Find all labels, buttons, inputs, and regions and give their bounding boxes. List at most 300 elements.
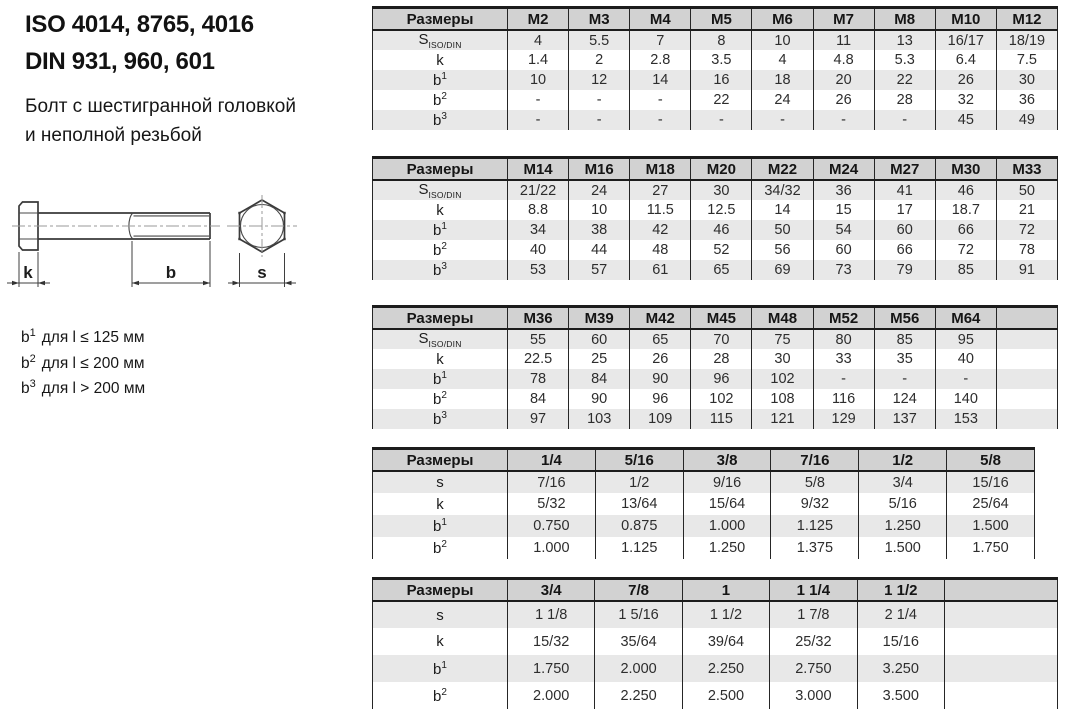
table-cell: 121	[752, 409, 813, 429]
table-col-header: M3	[569, 8, 630, 31]
note-text: для l > 200 мм	[41, 380, 146, 398]
row-label-text: b	[433, 222, 442, 239]
table-empty-cell	[945, 628, 1058, 655]
table-cell: 9/32	[771, 493, 859, 515]
table-cell: 7	[630, 30, 691, 50]
table-row-label	[373, 628, 508, 655]
table-cell: 25/32	[770, 628, 857, 655]
table-cell: 1 7/8	[770, 601, 857, 628]
table-row	[373, 30, 1058, 50]
row-label-superscript: 1	[441, 370, 447, 381]
table-empty-cell	[996, 389, 1057, 409]
table-cell: 13	[874, 30, 935, 50]
table-cell: 15	[813, 200, 874, 220]
table-cell: 5/32	[508, 493, 596, 515]
table-col-header: M33	[996, 158, 1057, 181]
table-cell: 78	[508, 369, 569, 389]
table-col-header: M48	[752, 307, 813, 330]
table-cell: 22.5	[508, 349, 569, 369]
table-row-label	[373, 349, 508, 369]
row-label-text: b	[433, 371, 442, 388]
table-cell: 85	[935, 260, 996, 280]
table-cell: 6.4	[935, 50, 996, 70]
table-cell: -	[813, 369, 874, 389]
table-empty-cell	[945, 655, 1058, 682]
table-cell: 116	[813, 389, 874, 409]
table-col-header: 7/16	[771, 449, 859, 472]
table-cell: 79	[874, 260, 935, 280]
table-row	[373, 682, 1058, 709]
table-row	[373, 220, 1058, 240]
table-cell: 65	[691, 260, 752, 280]
table-cell: 55	[508, 329, 569, 349]
table-inch-quarter-to-five-eighths	[372, 447, 1035, 559]
table-row	[373, 655, 1058, 682]
table-cell: 11	[813, 30, 874, 50]
table-cell: 33	[813, 349, 874, 369]
table-cell: 2.250	[682, 655, 769, 682]
table-cell: 91	[996, 260, 1057, 280]
table-cell: 26	[630, 349, 691, 369]
table-cell: 5.5	[569, 30, 630, 50]
table-cell: -	[874, 110, 935, 130]
table-cell: 26	[813, 90, 874, 110]
note-sup: 3	[29, 378, 36, 391]
table-header-row	[373, 579, 1058, 602]
table-cell: 28	[691, 349, 752, 369]
table-empty-header	[945, 579, 1058, 602]
table-col-header: M4	[630, 8, 691, 31]
table-cell: 16	[691, 70, 752, 90]
table-row-label	[373, 240, 508, 260]
row-label-superscript: 2	[441, 91, 447, 102]
table-corner-header: Размеры	[373, 158, 508, 181]
row-label-text: k	[436, 51, 444, 69]
table-cell: 1 1/8	[508, 601, 595, 628]
table-cell: 115	[691, 409, 752, 429]
table-row	[373, 471, 1035, 493]
table-empty-cell	[996, 369, 1057, 389]
table-cell: 97	[508, 409, 569, 429]
dimensions-table	[372, 305, 1058, 429]
table-col-header: M16	[569, 158, 630, 181]
table-col-header: 5/16	[595, 449, 683, 472]
table-row-label	[373, 220, 508, 240]
table-cell: -	[630, 90, 691, 110]
table-cell: 153	[935, 409, 996, 429]
table-row	[373, 180, 1058, 200]
arrowhead	[132, 281, 139, 286]
table-metric-m36-m64	[372, 305, 1058, 429]
table-cell: 1 5/16	[595, 601, 682, 628]
table-cell: 8	[691, 30, 752, 50]
table-col-header: M30	[935, 158, 996, 181]
table-col-header: M24	[813, 158, 874, 181]
table-cell: 1.750	[947, 537, 1035, 559]
note-sup: 2	[29, 352, 36, 365]
table-cell: 2.500	[682, 682, 769, 709]
table-col-header: M7	[813, 8, 874, 31]
table-col-header: M56	[874, 307, 935, 330]
table-cell: 12.5	[691, 200, 752, 220]
row-label-superscript: 1	[441, 71, 447, 82]
table-cell: 30	[996, 70, 1057, 90]
table-empty-cell	[945, 601, 1058, 628]
table-cell: 1.250	[859, 515, 947, 537]
row-label-text: S	[418, 330, 429, 347]
table-cell: 66	[874, 240, 935, 260]
dimensions-table	[372, 447, 1035, 559]
table-cell: 96	[691, 369, 752, 389]
table-cell: 96	[630, 389, 691, 409]
table-row-label	[373, 471, 508, 493]
table-cell: 52	[691, 240, 752, 260]
row-label-text: b	[433, 112, 442, 129]
table-row	[373, 260, 1058, 280]
table-cell: 102	[752, 369, 813, 389]
note-b1	[21, 323, 145, 349]
table-col-header: M45	[691, 307, 752, 330]
table-row	[373, 493, 1035, 515]
table-cell: 2.750	[770, 655, 857, 682]
arrowhead	[12, 281, 19, 286]
table-cell: 69	[752, 260, 813, 280]
table-cell: -	[935, 369, 996, 389]
note-sup: 1	[29, 327, 36, 339]
table-col-header: M10	[935, 8, 996, 31]
table-cell: 103	[569, 409, 630, 429]
note-base: b	[21, 380, 30, 398]
table-cell: 2 1/4	[857, 601, 944, 628]
table-cell: 17	[874, 200, 935, 220]
row-label-text: b	[433, 391, 442, 408]
table-cell: 26	[935, 70, 996, 90]
table-col-header: 3/4	[508, 579, 595, 602]
table-cell: 10	[752, 30, 813, 50]
table-cell: 54	[813, 220, 874, 240]
row-label-subscript: ISO/DIN	[428, 40, 462, 50]
table-col-header: M64	[935, 307, 996, 330]
dimensions-table	[372, 156, 1058, 280]
table-cell: -	[569, 90, 630, 110]
iso-standards-line: ISO 4014, 8765, 4016	[25, 11, 254, 38]
table-cell: 1.500	[859, 537, 947, 559]
table-cell: 57	[569, 260, 630, 280]
table-cell: 16/17	[935, 30, 996, 50]
table-col-header: M6	[752, 8, 813, 31]
table-cell: 5.3	[874, 50, 935, 70]
table-row	[373, 90, 1058, 110]
table-cell: 1.500	[947, 515, 1035, 537]
table-cell: 21	[996, 200, 1057, 220]
table-cell: 15/64	[683, 493, 771, 515]
table-row	[373, 50, 1058, 70]
table-corner-header: Размеры	[373, 8, 508, 31]
table-row	[373, 70, 1058, 90]
table-empty-cell	[945, 682, 1058, 709]
row-label-text: b	[433, 72, 442, 89]
table-cell: 12	[569, 70, 630, 90]
table-cell: 60	[874, 220, 935, 240]
table-header-row	[373, 307, 1058, 330]
table-row-label	[373, 369, 508, 389]
table-cell: 2	[569, 50, 630, 70]
table-cell: 53	[508, 260, 569, 280]
table-cell: 60	[569, 329, 630, 349]
table-cell: 78	[996, 240, 1057, 260]
table-cell: 80	[813, 329, 874, 349]
table-cell: 18	[752, 70, 813, 90]
table-row-label	[373, 110, 508, 130]
table-cell: 1 1/2	[682, 601, 769, 628]
row-label-superscript: 2	[441, 539, 447, 550]
table-cell: 0.875	[595, 515, 683, 537]
table-row-label	[373, 537, 508, 559]
table-row	[373, 110, 1058, 130]
table-row-label	[373, 655, 508, 682]
table-col-header: 1 1/2	[857, 579, 944, 602]
row-label-superscript: 1	[441, 659, 447, 671]
table-cell: 41	[874, 180, 935, 200]
table-cell: 27	[630, 180, 691, 200]
table-cell: 73	[813, 260, 874, 280]
dim-label-b: b	[165, 263, 177, 282]
table-col-header: M5	[691, 8, 752, 31]
table-cell: 4.8	[813, 50, 874, 70]
row-label-text: b	[433, 411, 442, 428]
dimension-k	[7, 252, 50, 287]
dimension-b	[132, 241, 210, 287]
table-cell: 13/64	[595, 493, 683, 515]
table-cell: 5/16	[859, 493, 947, 515]
table-corner-header: Размеры	[373, 579, 508, 602]
table-cell: 22	[691, 90, 752, 110]
table-col-header: M36	[508, 307, 569, 330]
table-row	[373, 515, 1035, 537]
table-cell: 38	[569, 220, 630, 240]
table-cell: 85	[874, 329, 935, 349]
table-row-label	[373, 329, 508, 349]
table-row-label	[373, 90, 508, 110]
table-col-header: 1 1/4	[770, 579, 857, 602]
table-row-label	[373, 682, 508, 709]
table-cell: 18/19	[996, 30, 1057, 50]
table-cell: 124	[874, 389, 935, 409]
table-cell: 1.250	[683, 537, 771, 559]
table-cell: 102	[691, 389, 752, 409]
table-cell: 21/22	[508, 180, 569, 200]
row-label-text: b	[433, 660, 442, 678]
table-empty-cell	[996, 409, 1057, 429]
row-label-superscript: 3	[441, 111, 447, 122]
table-cell: 3.000	[770, 682, 857, 709]
table-row	[373, 389, 1058, 409]
table-col-header: M20	[691, 158, 752, 181]
table-cell: 108	[752, 389, 813, 409]
table-cell: 40	[935, 349, 996, 369]
thread-length-notes	[21, 323, 145, 400]
table-cell: 50	[752, 220, 813, 240]
table-cell: -	[508, 110, 569, 130]
table-cell: 7/16	[508, 471, 596, 493]
row-label-text: b	[433, 540, 442, 557]
table-cell: 65	[630, 329, 691, 349]
table-row	[373, 349, 1058, 369]
dimension-s	[228, 253, 296, 287]
din-standards-line: DIN 931, 960, 601	[25, 48, 215, 75]
table-row	[373, 200, 1058, 220]
table-cell: 109	[630, 409, 691, 429]
table-row	[373, 537, 1035, 559]
table-cell: -	[630, 110, 691, 130]
dimensions-table	[372, 577, 1058, 709]
table-cell: -	[569, 110, 630, 130]
table-col-header: M2	[508, 8, 569, 31]
table-empty-cell	[996, 349, 1057, 369]
row-label-superscript: 1	[441, 517, 447, 528]
table-cell: 72	[935, 240, 996, 260]
table-cell: 15/16	[857, 628, 944, 655]
table-col-header: M42	[630, 307, 691, 330]
row-label-text: k	[436, 350, 444, 368]
row-label-text: b	[433, 242, 442, 259]
row-label-text: k	[436, 633, 444, 650]
table-cell: 0.750	[508, 515, 596, 537]
note-base: b	[21, 329, 30, 347]
table-row	[373, 240, 1058, 260]
row-label-superscript: 3	[441, 410, 447, 421]
table-row-label	[373, 389, 508, 409]
row-label-text: S	[418, 181, 429, 198]
bolt-side-view	[12, 202, 220, 250]
table-header-row	[373, 158, 1058, 181]
table-row-label	[373, 515, 508, 537]
table-row	[373, 601, 1058, 628]
table-cell: 72	[996, 220, 1057, 240]
table-row	[373, 628, 1058, 655]
table-cell: 70	[691, 329, 752, 349]
dim-label-s: s	[257, 263, 267, 282]
table-cell: 44	[569, 240, 630, 260]
table-corner-header: Размеры	[373, 449, 508, 472]
table-row-label	[373, 200, 508, 220]
table-metric-m14-m33	[372, 156, 1058, 280]
table-row-label	[373, 493, 508, 515]
table-cell: -	[813, 110, 874, 130]
table-cell: 60	[813, 240, 874, 260]
table-col-header: M22	[752, 158, 813, 181]
row-label-superscript: 2	[441, 686, 447, 698]
row-label-text: s	[436, 606, 444, 624]
table-cell: 18.7	[935, 200, 996, 220]
table-cell: 66	[935, 220, 996, 240]
table-col-header: 3/8	[683, 449, 771, 472]
table-cell: 36	[813, 180, 874, 200]
table-cell: 28	[874, 90, 935, 110]
table-cell: 46	[691, 220, 752, 240]
bolt-technical-drawing	[0, 190, 330, 300]
table-inch-three-quarters-to-one-and-half	[372, 577, 1058, 709]
table-cell: 1.125	[771, 515, 859, 537]
row-label-text: b	[433, 262, 442, 279]
table-cell: -	[874, 369, 935, 389]
table-cell: 84	[569, 369, 630, 389]
table-empty-cell	[996, 329, 1057, 349]
row-label-text: s	[436, 474, 444, 491]
table-cell: 34/32	[752, 180, 813, 200]
note-text: для l ≤ 125 мм	[41, 329, 145, 347]
table-col-header: M12	[996, 8, 1057, 31]
table-cell: 84	[508, 389, 569, 409]
table-cell: 61	[630, 260, 691, 280]
table-cell: 10	[508, 70, 569, 90]
table-cell: 5/8	[771, 471, 859, 493]
table-cell: 36	[996, 90, 1057, 110]
product-name	[25, 92, 296, 150]
table-cell: 11.5	[630, 200, 691, 220]
table-col-header: M8	[874, 8, 935, 31]
row-label-superscript: 2	[441, 390, 447, 401]
table-cell: 137	[874, 409, 935, 429]
table-cell: 75	[752, 329, 813, 349]
table-cell: 50	[996, 180, 1057, 200]
arrowhead	[285, 281, 292, 286]
table-cell: 1.000	[683, 515, 771, 537]
row-label-text: S	[418, 31, 429, 48]
row-label-text: k	[436, 495, 444, 513]
standards-title	[25, 6, 254, 80]
table-cell: -	[508, 90, 569, 110]
table-col-header: 7/8	[595, 579, 682, 602]
table-col-header: M27	[874, 158, 935, 181]
table-cell: 24	[752, 90, 813, 110]
dim-label-k: k	[23, 263, 33, 282]
table-cell: 1.375	[771, 537, 859, 559]
table-cell: 14	[630, 70, 691, 90]
table-cell: 24	[569, 180, 630, 200]
product-name-line2: и неполной резьбой	[25, 125, 202, 146]
table-cell: 4	[508, 30, 569, 50]
table-cell: -	[691, 110, 752, 130]
row-label-subscript: ISO/DIN	[428, 190, 462, 200]
table-cell: 2.250	[595, 682, 682, 709]
table-cell: 20	[813, 70, 874, 90]
table-header-row	[373, 8, 1058, 31]
table-cell: 1.4	[508, 50, 569, 70]
table-cell: 22	[874, 70, 935, 90]
arrowhead	[203, 281, 210, 286]
table-col-header: M52	[813, 307, 874, 330]
table-cell: 45	[935, 110, 996, 130]
table-col-header: 1/4	[508, 449, 596, 472]
table-row-label	[373, 50, 508, 70]
table-cell: 8.8	[508, 200, 569, 220]
product-name-line1: Болт с шестигранной головкой	[25, 96, 296, 117]
row-label-text: b	[433, 518, 442, 535]
table-cell: 25	[569, 349, 630, 369]
table-row	[373, 329, 1058, 349]
table-cell: 30	[691, 180, 752, 200]
table-cell: 15/16	[947, 471, 1035, 493]
table-cell: 9/16	[683, 471, 771, 493]
table-header-row	[373, 449, 1035, 472]
table-cell: 1.125	[595, 537, 683, 559]
table-col-header: M18	[630, 158, 691, 181]
table-cell: -	[752, 110, 813, 130]
table-corner-header: Размеры	[373, 307, 508, 330]
table-row-label	[373, 70, 508, 90]
table-cell: 7.5	[996, 50, 1057, 70]
